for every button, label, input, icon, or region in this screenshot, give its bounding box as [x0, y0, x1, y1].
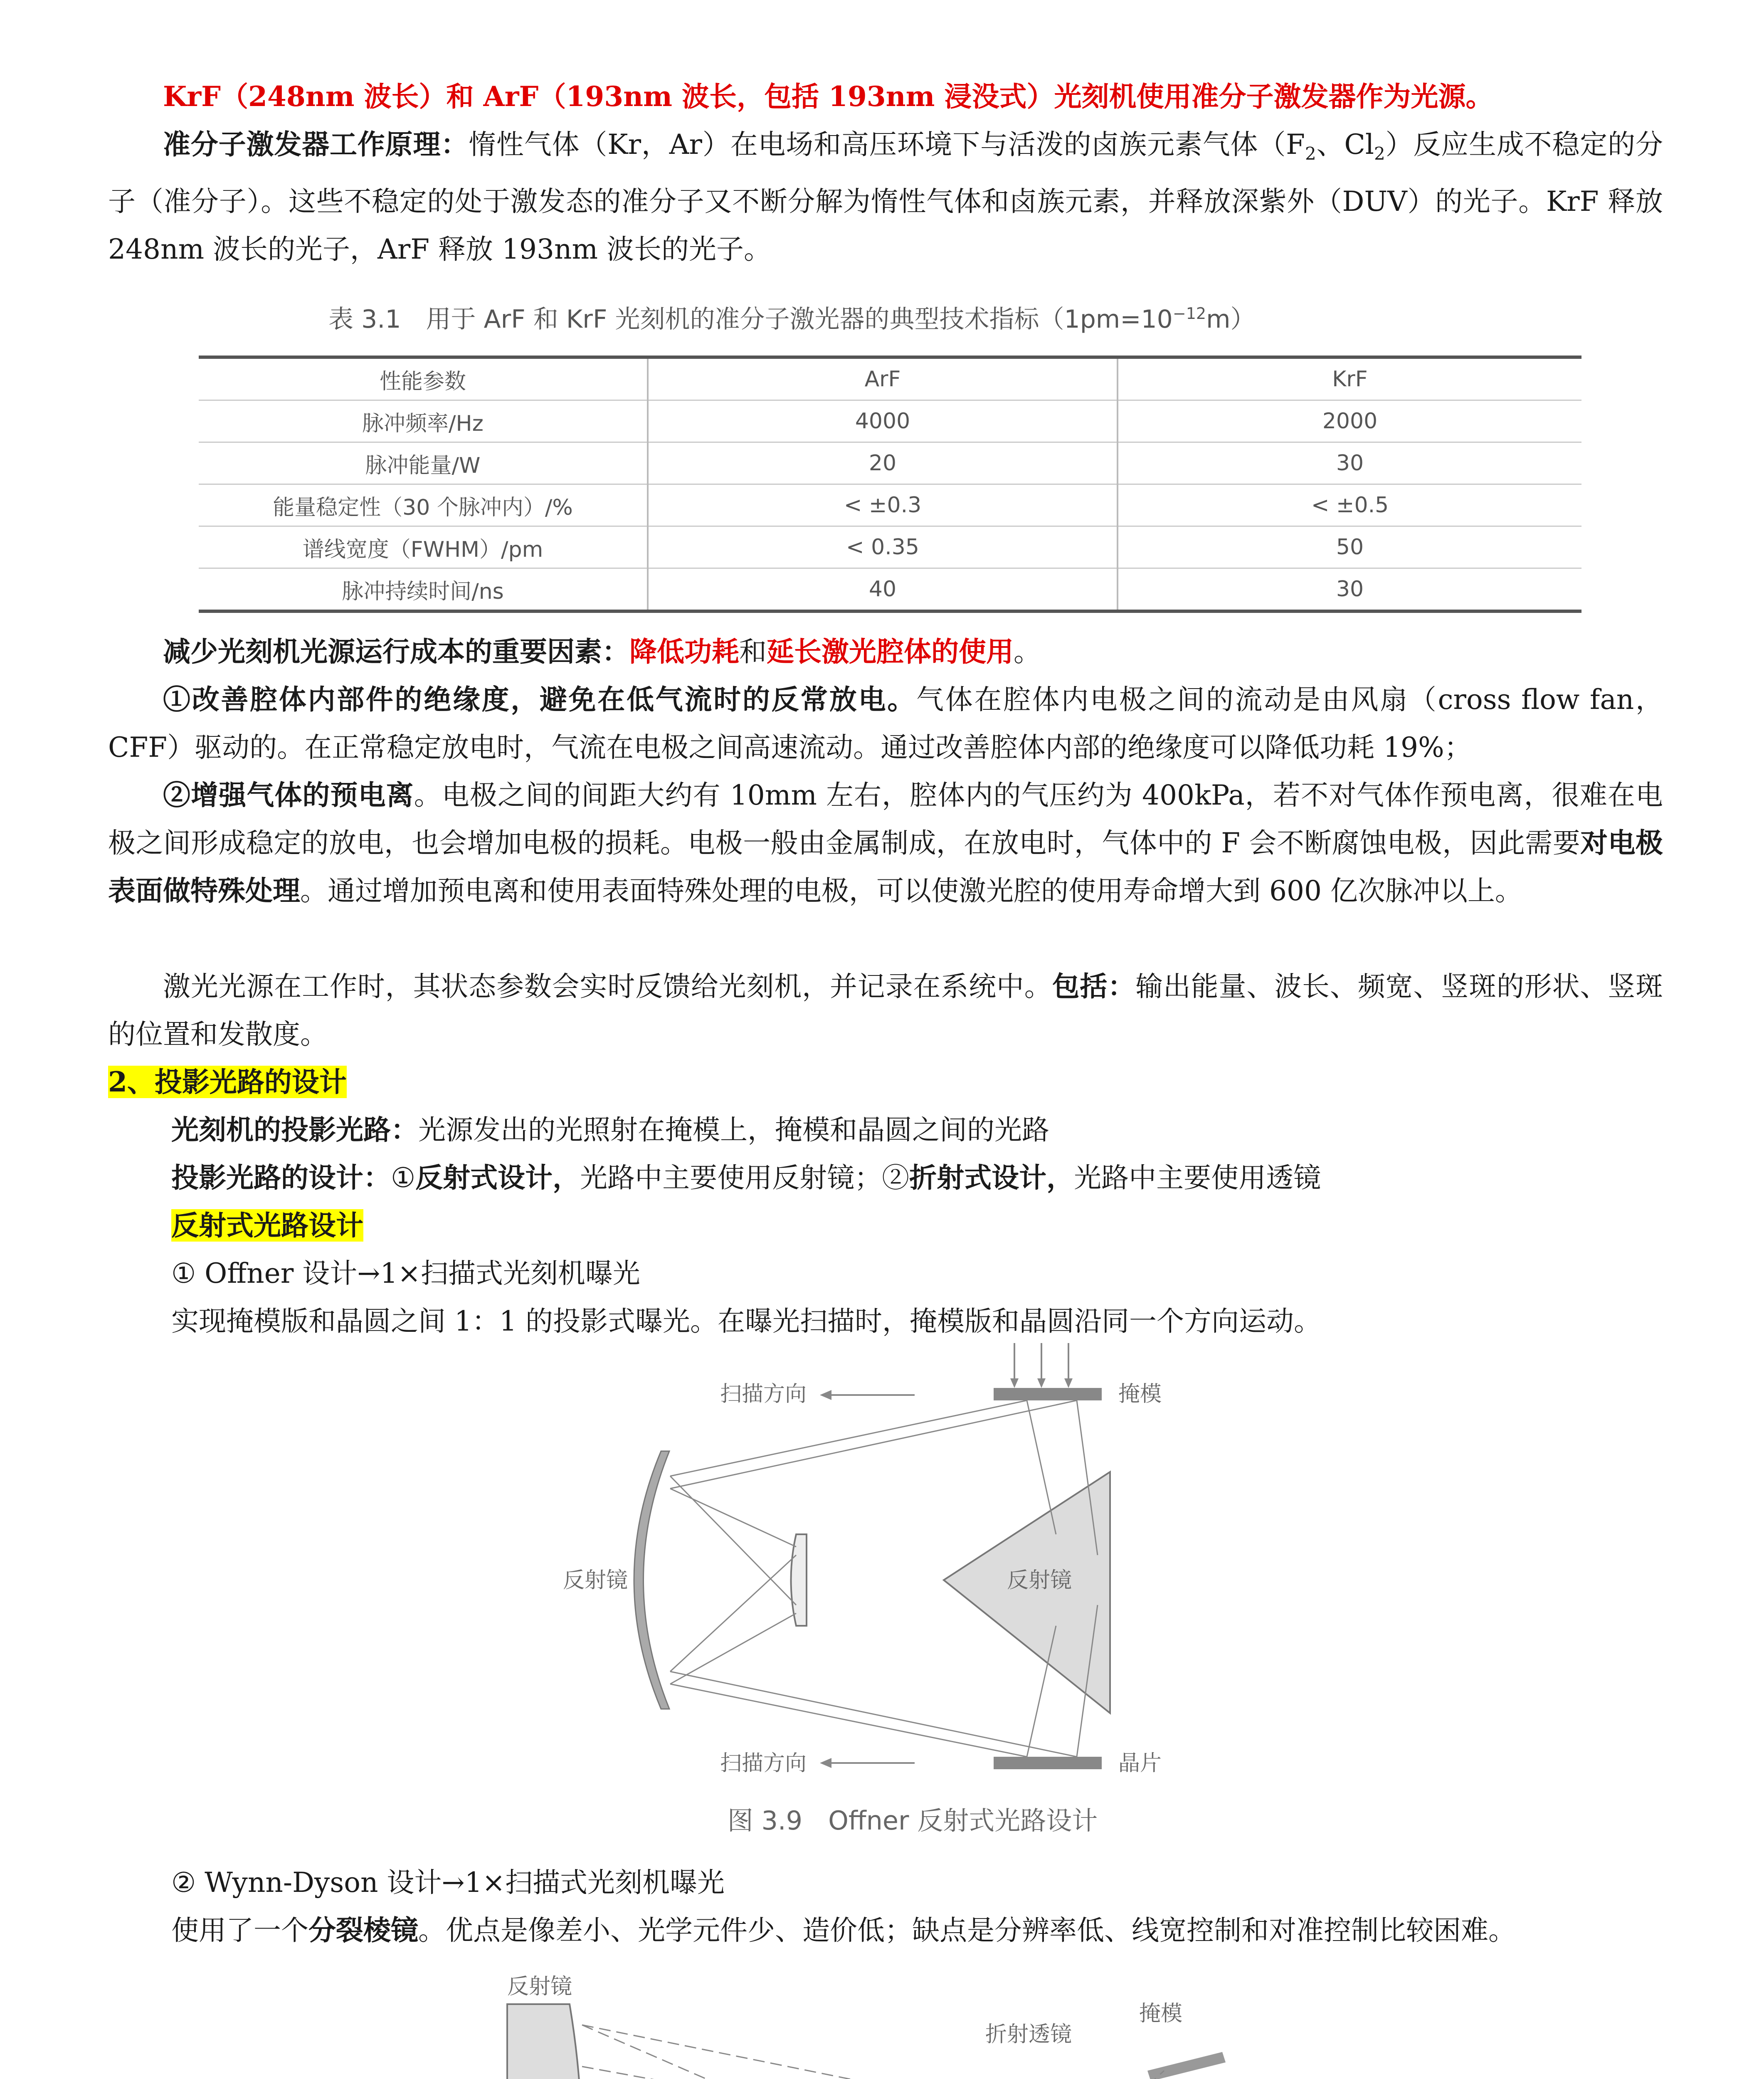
table-caption-suffix: m） — [1206, 305, 1256, 334]
principle-sub-2: 2 — [1374, 143, 1385, 164]
design-a-marker: ① — [391, 1162, 416, 1194]
insulation-text: 气体在腔体内电极之间的流动是由风扇（cross flow fan，CFF）驱动的。在正常稳定放电时，气流在电极之间高速流动。通过改善腔体内部的绝缘度可以降低功耗 19%； — [108, 684, 1663, 763]
feedback-text-2: 输出能量、波长、频宽、竖斑的形状、竖斑的位置和发散度。 — [108, 970, 1663, 1050]
mask-plate — [1147, 2052, 1226, 2079]
wynn-dyson-desc-bold: 分裂棱镜 — [308, 1914, 418, 1946]
offner-line — [171, 1249, 640, 1297]
table-cell: 30 — [1336, 577, 1364, 602]
wynn-dyson-line — [171, 1859, 725, 1906]
feedback-bold: 包括： — [1052, 970, 1136, 1002]
primary-mirror — [634, 1451, 669, 1709]
cost-lead: 减少光刻机光源运行成本的重要因素： — [163, 635, 629, 668]
projection-design-line — [171, 1154, 1321, 1202]
design-lead: 投影光路的设计： — [171, 1161, 391, 1194]
cost-item-2: 延长激光腔体的使用 — [767, 635, 1014, 668]
projection-path-lead: 光刻机的投影光路： — [171, 1114, 418, 1146]
cost-and: 和 — [739, 636, 767, 668]
wafer-plate — [994, 1757, 1102, 1769]
fig1-scan-bottom-label: 扫描方向 — [720, 1751, 807, 1776]
fig2-lens-label: 折射透镜 — [985, 2022, 1072, 2047]
intro-red-paragraph — [108, 73, 1663, 121]
table-header-cell: ArF — [648, 357, 1118, 400]
fig1-wafer-label: 晶片 — [1118, 1751, 1162, 1776]
fig1-scan-top-label: 扫描方向 — [720, 1382, 807, 1407]
principle-text-3: ）反应生成不稳定的分子（准分子）。这些不稳定的处于激发态的准分子又不断分解为惰性气体和卤族元素，并释放深紫外（DUV）的光子。KrF 释放 248nm 波长的光子，ArF 释放 193nm 波长的光子。 — [108, 128, 1663, 266]
excimer-principle-paragraph — [108, 121, 1663, 273]
design-a-text: 光路中主要使用反射镜；② — [580, 1162, 910, 1194]
fig1-mirror-left-label: 反射镜 — [563, 1568, 628, 1593]
table-row — [199, 442, 1581, 484]
table-header-cell: KrF — [1332, 367, 1368, 392]
table-cell: 谱线宽度（FWHM）/pm — [199, 526, 648, 568]
wynn-dyson-desc-1: 使用了一个 — [171, 1914, 308, 1946]
table-cell: 50 — [1336, 535, 1364, 560]
design-b-bold: 折射式设计， — [909, 1161, 1074, 1194]
large-mirror — [507, 2004, 582, 2079]
table-caption — [328, 299, 1256, 335]
table-row — [199, 568, 1581, 612]
projection-path-text: 光源发出的光照射在掩模上，掩模和晶圆之间的光路 — [418, 1114, 1049, 1146]
table-row — [199, 484, 1581, 526]
laser-spec-table — [199, 356, 1581, 613]
table-row — [199, 526, 1581, 568]
principle-sub-1: 2 — [1305, 143, 1316, 164]
wynn-dyson-text: ② Wynn-Dyson 设计→1×扫描式光刻机曝光 — [171, 1867, 725, 1899]
offner-text: ① Offner 设计→1×扫描式光刻机曝光 — [171, 1257, 640, 1289]
fig2-mirror-label: 反射镜 — [507, 1974, 572, 1999]
table-header-cell: 性能参数 — [199, 357, 648, 400]
intro-text: KrF（248nm 波长）和 ArF（193nm 波长，包括 193nm 浸没式）光刻机使用准分子激发器作为光源。 — [163, 80, 1493, 113]
mask-plate — [994, 1388, 1102, 1400]
cost-item-1: 降低功耗 — [629, 635, 739, 668]
offner-diagram — [561, 1339, 1247, 1854]
feedback-text-1: 激光光源在工作时，其状态参数会实时反馈给光刻机，并记录在系统中。 — [163, 970, 1052, 1002]
projection-path-line — [171, 1106, 1049, 1154]
section-heading — [108, 1058, 347, 1106]
table-cell: 40 — [648, 568, 1118, 612]
table-cell: < ±0.3 — [648, 484, 1118, 526]
insulation-lead: ①改善腔体内部件的绝缘度，避免在低气流时的反常放电。 — [163, 683, 916, 716]
table-caption-prefix: 表 3.1 用于 ArF 和 KrF 光刻机的准分子激光器的典型技术指标（1pm=10 — [328, 305, 1173, 334]
design-b-text: 光路中主要使用透镜 — [1074, 1162, 1321, 1194]
table-cell: 20 — [648, 442, 1118, 484]
table-cell: < 0.35 — [648, 526, 1118, 568]
principle-text-2: 、Cl — [1316, 128, 1374, 160]
wynn-dyson-diagram — [457, 1958, 1330, 2079]
preionization-bold: 对电极表面做特殊处理 — [108, 827, 1663, 907]
table-cell: 30 — [1336, 451, 1364, 476]
fig1-caption: 图 3.9 Offner 反射式光路设计 — [727, 1805, 1098, 1836]
preionization-paragraph — [108, 771, 1663, 915]
subsection-heading-text: 反射式光路设计 — [171, 1209, 363, 1242]
table-cell: 2000 — [1322, 409, 1378, 434]
offner-desc-text: 实现掩模版和晶圆之间 1：1 的投影式曝光。在曝光扫描时，掩模版和晶圆沿同一个方向运动。 — [171, 1305, 1321, 1337]
fig1-mask-label: 掩模 — [1118, 1382, 1162, 1407]
cost-end: 。 — [1014, 636, 1041, 668]
offner-desc-line — [171, 1297, 1321, 1345]
fig1-mirror-right-label: 反射镜 — [1007, 1568, 1072, 1593]
principle-lead: 准分子激发器工作原理： — [163, 128, 469, 160]
fig2-mask-label: 掩模 — [1139, 2001, 1183, 2026]
table-cell: < ±0.5 — [1311, 493, 1389, 518]
secondary-mirror — [791, 1534, 807, 1626]
wynn-dyson-desc-2: 。优点是像差小、光学元件少、造价低；缺点是分辨率低、线宽控制和对准控制比较困难。 — [418, 1914, 1516, 1946]
preionization-text-2: 。通过增加预电离和使用表面特殊处理的电极，可以使激光腔的使用寿命增大到 600 亿次脉冲以上。 — [300, 875, 1522, 907]
wynn-dyson-desc-line — [171, 1906, 1516, 1954]
table-cell: 4000 — [648, 400, 1118, 442]
preionization-lead: ②增强气体的预电离 — [163, 779, 414, 811]
table-caption-sup: −12 — [1172, 304, 1206, 323]
cost-factors-paragraph — [108, 628, 1663, 676]
table-row — [199, 400, 1581, 442]
table-cell: 脉冲能量/W — [199, 442, 648, 484]
principle-text-1: 惰性气体（Kr，Ar）在电场和高压环境下与活泼的卤族元素气体（F — [469, 128, 1305, 160]
subsection-heading — [171, 1202, 363, 1249]
table-cell: 能量稳定性（30 个脉冲内）/% — [199, 484, 648, 526]
preionization-text-1: 。电极之间的间距大约有 10mm 左右，腔体内的气压约为 400kPa，若不对气体作预电离，很难在电极之间形成稳定的放电，也会增加电极的损耗。电极一般由金属制成，在放电时，气体中的 F 会不断腐蚀电极，因此需要 — [108, 779, 1663, 859]
insulation-paragraph — [108, 676, 1663, 771]
table-header-row — [199, 357, 1581, 400]
table-cell: 脉冲频率/Hz — [199, 400, 648, 442]
section-heading-text: 2、投影光路的设计 — [108, 1066, 347, 1098]
design-a-bold: 反射式设计， — [415, 1161, 580, 1194]
table-cell: 脉冲持续时间/ns — [199, 568, 648, 612]
feedback-paragraph — [108, 963, 1663, 1058]
